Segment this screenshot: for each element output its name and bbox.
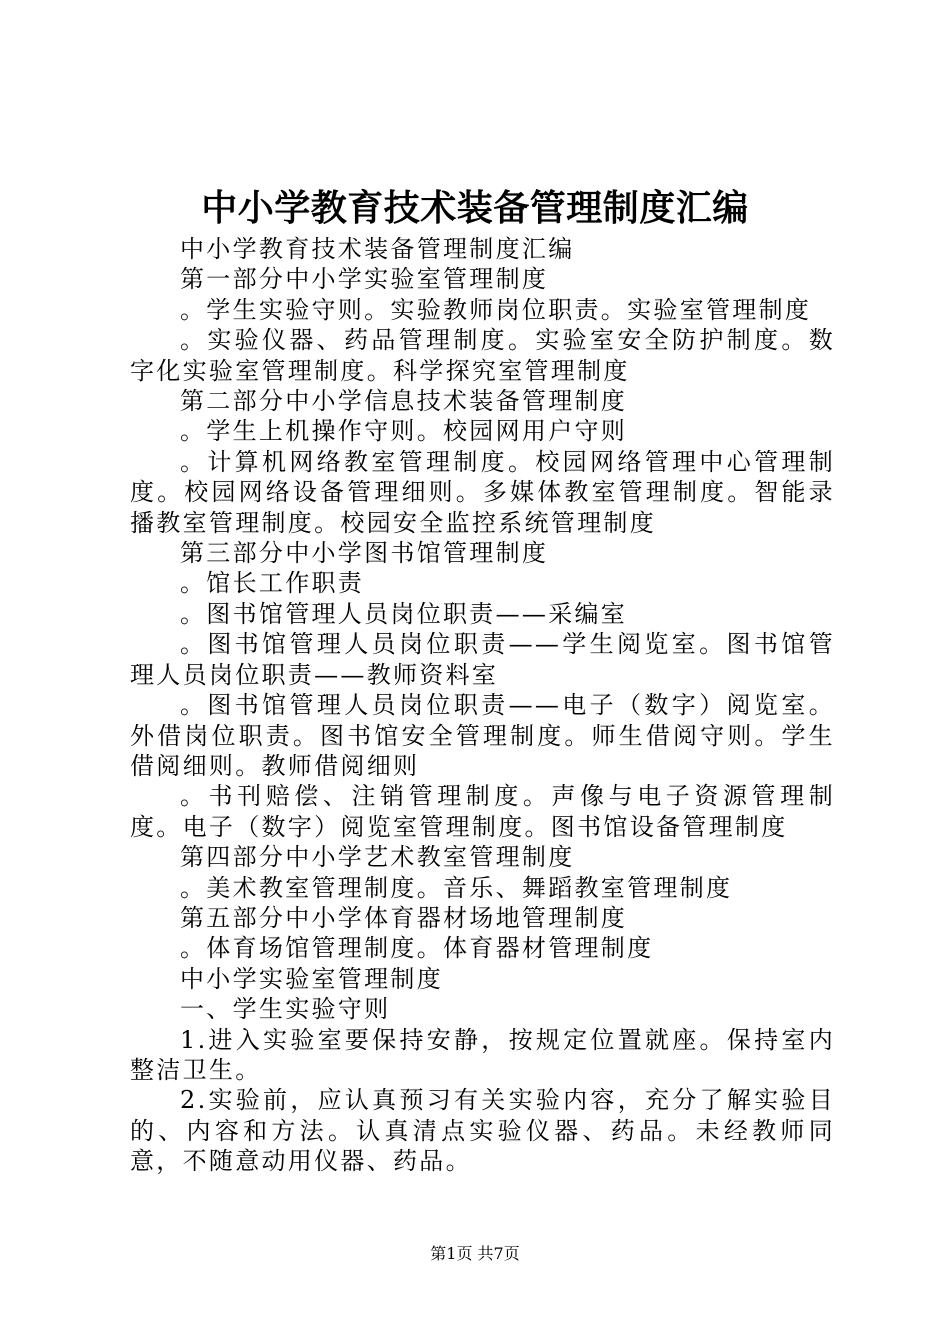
section-heading: 第二部分中小学信息技术装备管理制度 (180, 387, 628, 416)
document-body (130, 234, 835, 1177)
paragraph: 。美术教室管理制度。音乐、舞蹈教室管理制度 (180, 873, 733, 902)
paragraph: 。书刊赔偿、注销管理制度。声像与电子资源管理制度。电子（数字）阅览室管理制度。图书馆设备管理制度 (130, 782, 835, 841)
paragraph: 。实验仪器、药品管理制度。实验室安全防护制度。数字化实验室管理制度。科学探究室管理制度 (130, 326, 835, 385)
paragraph: 。学生上机操作守则。校园网用户守则 (180, 417, 628, 446)
paragraph: 。图书馆管理人员岗位职责——学生阅览室。图书馆管理人员岗位职责——教师资料室 (130, 630, 835, 689)
paragraph: 。图书馆管理人员岗位职责——采编室 (180, 599, 628, 628)
section-heading: 第四部分中小学艺术教室管理制度 (180, 843, 575, 872)
list-item: 2.实验前，应认真预习有关实验内容，充分了解实验目的、内容和方法。认真清点实验仪器、药品。未经教师同意，不随意动用仪器、药品。 (130, 1086, 835, 1176)
paragraph: 中小学教育技术装备管理制度汇编 (180, 235, 575, 263)
section-heading: 第五部分中小学体育器材场地管理制度 (180, 903, 628, 932)
page-footer: 第1页 共7页 (430, 1244, 520, 1263)
section-heading: 第一部分中小学实验室管理制度 (180, 265, 549, 294)
section-heading: 中小学实验室管理制度 (180, 964, 443, 993)
section-heading: 第三部分中小学图书馆管理制度 (180, 539, 549, 568)
paragraph: 。计算机网络教室管理制度。校园网络管理中心管理制度。校园网络设备管理细则。多媒体教室管理制度。智能录播教室管理制度。校园安全监控系统管理制度 (130, 447, 835, 537)
document-title: 中小学教育技术装备管理制度汇编 (201, 187, 749, 229)
paragraph: 。图书馆管理人员岗位职责——电子（数字）阅览室。外借岗位职责。图书馆安全管理制度。师生借阅守则。学生借阅细则。教师借阅细则 (130, 691, 835, 780)
paragraph: 。馆长工作职责 (180, 569, 365, 598)
paragraph: 。体育场馆管理制度。体育器材管理制度 (180, 934, 654, 963)
subsection-heading: 一、学生实验守则 (180, 995, 391, 1024)
list-item: 1.进入实验室要保持安静，按规定位置就座。保持室内整洁卫生。 (130, 1025, 835, 1084)
paragraph: 。学生实验守则。实验教师岗位职责。实验室管理制度 (180, 295, 812, 324)
